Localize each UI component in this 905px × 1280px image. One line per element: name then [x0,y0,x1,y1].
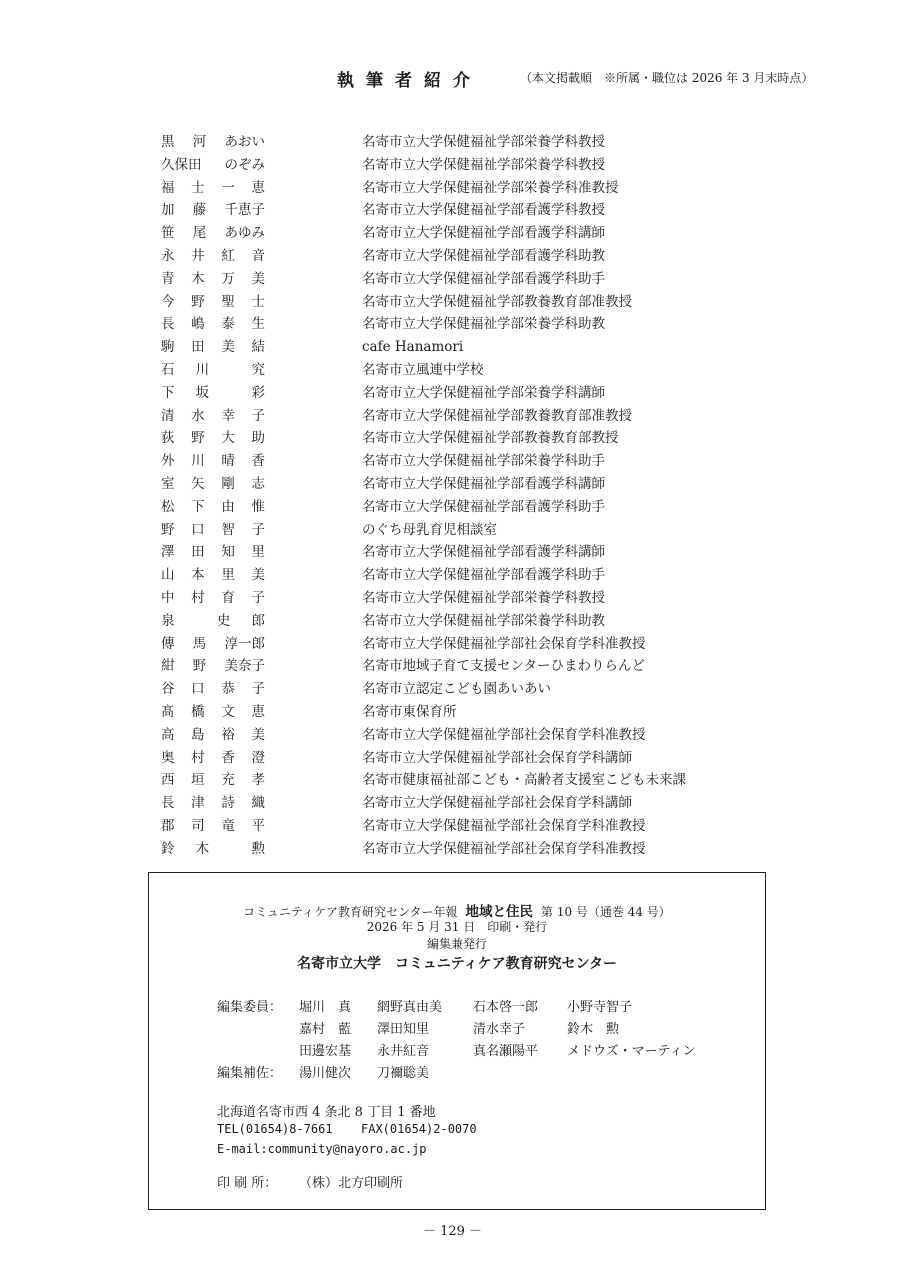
author-name [161,336,265,359]
author-affiliation: 名寄市立大学保健福祉学部看護学科講師 [362,544,605,561]
committee-member: 田邊宏基 [299,1044,352,1059]
publisher-name: 名寄市立大学 コミュニティケア教育研究センター [296,956,618,972]
author-name-part: 河 [192,134,207,150]
author-name-part: 長 [161,795,175,812]
author-name-part: 松 [161,498,175,515]
edit-publish-label: 編集兼発行 [426,937,487,951]
volume-info: 第 10 号（通巻 44 号） [541,905,671,919]
author-name-part: 勲 [251,840,265,857]
author-name-part: 恵 [251,179,265,196]
author-name-part: 孝 [251,772,265,789]
author-name-part: 剛 [221,475,235,492]
email-address: E-mail:community@nayoro.ac.jp [217,1142,427,1156]
author-name-part: 士 [191,179,205,196]
committee-member: 鈴木 勲 [567,1022,620,1037]
author-affiliation: cafe Hanamori [362,339,464,356]
author-affiliation: 名寄市立大学保健福祉学部教養教育部准教授 [362,407,632,424]
author-name [161,154,265,177]
committee-member: 澤田知里 [377,1022,430,1037]
author-name-part: 美 [251,270,265,287]
author-row [0,541,905,564]
author-name-part: 裕 [221,726,235,743]
author-name [161,587,265,610]
author-name-part: 矢 [191,475,205,492]
author-name-part: 髙 [161,703,175,720]
author-affiliation: 名寄市立大学保健福祉学部社会保育学科准教授 [362,817,646,834]
author-name-part: 美 [221,339,235,356]
author-name-part: 司 [191,817,205,834]
author-name [161,405,265,428]
author-name-part: 黒 [161,134,175,150]
author-name [161,838,265,861]
author-name-part: 大 [221,430,235,447]
author-name-part: 橋 [191,703,205,720]
author-row [0,564,905,587]
author-affiliation: のぐち母乳育児相談室 [362,521,497,538]
committee-member: 石本啓一郎 [473,1000,539,1015]
author-name [161,199,265,222]
author-name-part: 垣 [191,772,205,789]
author-name-part: 山 [161,567,175,584]
journal-title: 地域と住民 [465,904,533,920]
author-name-part: 子 [251,407,265,424]
author-affiliation: 名寄市健康福祉部こども・高齢者支援室こども未来課 [362,772,686,789]
author-row [0,655,905,678]
author-name-part: 荻 [161,430,175,447]
author-name-part: 笹 [161,225,175,242]
author-name-part: 香 [221,749,235,766]
author-name-part: 野 [191,430,205,447]
author-row [0,313,905,336]
author-name-part: 充 [221,772,235,789]
author-name-part: 口 [191,521,205,538]
author-row [0,838,905,861]
series-name: コミュニティケア教育研究センター年報 [243,905,458,919]
author-name-part: 川 [195,361,210,378]
author-name-part: 口 [191,681,205,698]
committee-member: 堀川 真 [299,1000,352,1015]
author-row [0,496,905,519]
author-name-part: 平 [251,817,265,834]
committee-member: メドウズ・マーティン [567,1044,696,1059]
author-name-part: 知 [221,544,235,561]
author-name [161,541,265,564]
printer-label: 印 刷 所： [217,1176,278,1191]
page-title: 執筆者紹介 [337,71,482,91]
author-name-part: 晴 [221,453,235,470]
author-name-part: 音 [251,247,265,264]
author-name-part: 室 [161,475,175,492]
author-name-part: 子 [251,589,265,606]
author-name [161,747,265,770]
author-affiliation: 名寄市立大学保健福祉学部栄養学科助教 [362,612,605,629]
author-row [0,245,905,268]
committee-label: 編集委員： [217,1000,283,1015]
author-name-part: 福 [161,179,175,196]
author-name-part: 美 [251,567,265,584]
author-row [0,382,905,405]
author-name-part: 村 [191,749,205,766]
author-affiliation: 名寄市立大学保健福祉学部教養教育部准教授 [362,293,632,310]
author-name-part: 由 [221,498,235,515]
page-header [0,66,905,90]
author-name-part: 万 [221,270,235,287]
author-row [0,519,905,542]
author-affiliation: 名寄市立大学保健福祉学部栄養学科教授 [362,589,605,606]
author-row [0,747,905,770]
author-name-part: 坂 [195,384,210,401]
author-name-part: 智 [221,521,235,538]
author-name-part: 郎 [251,612,265,629]
author-affiliation: 名寄市立大学保健福祉学部社会保育学科講師 [362,749,632,766]
author-name-part: 田 [191,339,205,356]
author-name-part: 久保田 [161,156,202,173]
author-row [0,473,905,496]
author-name-part: 文 [221,703,235,720]
author-affiliation: 名寄市立大学保健福祉学部社会保育学科講師 [362,795,632,812]
author-list [0,131,905,861]
author-name [161,291,265,314]
author-name [161,131,265,154]
author-name-part: あおい [224,134,265,150]
committee-member: 嘉村 藍 [299,1022,352,1037]
author-name-part: 馬 [192,635,207,652]
author-name-part: 助 [251,430,265,447]
author-name-part: 下 [191,498,205,515]
author-name [161,268,265,291]
author-name-part: 西 [161,772,175,789]
author-name-part: 下 [161,384,175,401]
author-row [0,336,905,359]
author-name-part: 里 [251,544,265,561]
author-affiliation: 名寄市立大学保健福祉学部社会保育学科准教授 [362,635,646,652]
author-name-part: 聖 [221,293,235,310]
author-name [161,701,265,724]
author-name-part: 志 [251,475,265,492]
author-row [0,154,905,177]
author-name-part: 彩 [251,384,265,401]
author-name-part: 鈴 [161,840,175,857]
author-name-part: 藤 [192,202,207,219]
author-row [0,701,905,724]
page-number: － 129 － [422,1224,483,1239]
committee-member: 網野真由美 [377,1000,443,1015]
author-name [161,496,265,519]
author-affiliation: 名寄市立大学保健福祉学部看護学科助手 [362,270,605,287]
author-name [161,724,265,747]
author-name-part: 幸 [221,407,235,424]
author-name-part: 青 [161,270,175,287]
author-name [161,382,265,405]
author-row [0,427,905,450]
author-name-part: 美奈子 [224,658,265,675]
author-name [161,792,265,815]
author-row [0,610,905,633]
author-row [0,769,905,792]
author-row [0,177,905,200]
author-name [161,427,265,450]
author-name [161,815,265,838]
author-name-part: 高 [161,726,175,743]
author-name-part: 里 [221,567,235,584]
author-name [161,655,265,678]
author-name-part: 永 [161,247,175,264]
author-affiliation: 名寄市立大学保健福祉学部看護学科助手 [362,567,605,584]
author-affiliation: 名寄市立大学保健福祉学部看護学科講師 [362,225,605,242]
author-row [0,199,905,222]
author-name-part: 育 [221,589,235,606]
author-name [161,222,265,245]
author-name-part: 清 [161,407,175,424]
author-name-part: 紅 [221,247,235,264]
author-row [0,405,905,428]
author-name-part: 究 [251,361,265,378]
author-name-part: 駒 [161,339,175,356]
author-affiliation: 名寄市立大学保健福祉学部栄養学科教授 [362,134,605,150]
author-name-part: 子 [251,681,265,698]
author-name-part: 千恵子 [224,202,265,219]
author-name-part: 野 [191,293,205,310]
author-name-part: あゆみ [224,225,265,242]
author-row [0,633,905,656]
author-affiliation: 名寄市東保育所 [362,703,457,720]
author-name [161,564,265,587]
assistant-label: 編集補佐： [217,1066,283,1081]
author-name-part: 子 [251,521,265,538]
author-name [161,633,265,656]
author-name-part: 一 [221,179,235,196]
author-name-part: 恭 [221,681,235,698]
author-name-part: 結 [251,339,265,356]
author-name-part: 泉 [161,612,175,629]
telephone: TEL(01654)8-7661 [217,1122,333,1136]
author-name-part: 野 [161,521,175,538]
author-name-part: 田 [191,544,205,561]
author-affiliation: 名寄市立大学保健福祉学部看護学科助手 [362,498,605,515]
author-name [161,359,265,382]
author-name [161,450,265,473]
author-name-part: 嶋 [191,316,205,333]
author-name [161,769,265,792]
author-name-part: 竜 [221,817,235,834]
author-affiliation: 名寄市立大学保健福祉学部栄養学科助手 [362,453,605,470]
author-row [0,792,905,815]
colophon-box [148,872,766,1210]
author-name-part: 村 [191,589,205,606]
author-affiliation: 名寄市立大学保健福祉学部社会保育学科准教授 [362,726,646,743]
author-name [161,610,265,633]
author-name-part: 長 [161,316,175,333]
author-name-part: 士 [251,293,265,310]
author-name-part: 淳一郎 [224,635,265,652]
author-affiliation: 名寄市地域子育て支援センターひまわりらんど [362,658,645,675]
author-name-part: 外 [161,453,175,470]
author-name-part: 紺 [161,658,175,675]
author-affiliation: 名寄市立大学保健福祉学部栄養学科教授 [362,156,605,173]
author-affiliation: 名寄市立大学保健福祉学部看護学科講師 [362,475,605,492]
author-row [0,450,905,473]
author-name-part: 澄 [251,749,265,766]
title-note: （本文掲載順 ※所属・職位は 2026 年 3 月末時点） [520,71,814,85]
author-name-part: 美 [251,726,265,743]
author-name-part: 川 [191,453,205,470]
author-affiliation: 名寄市立大学保健福祉学部看護学科助教 [362,247,605,264]
author-name-part: 加 [161,202,175,219]
author-name-part: 詩 [221,795,235,812]
author-name-part: 中 [161,589,175,606]
author-affiliation: 名寄市立大学保健福祉学部栄養学科講師 [362,384,605,401]
author-row [0,268,905,291]
author-name-part: のぞみ [224,156,265,173]
colophon-series-line [149,900,765,920]
author-name-part: 惟 [251,498,265,515]
author-affiliation: 名寄市立風連中学校 [362,361,484,378]
author-name-part: 織 [251,795,265,812]
author-row [0,131,905,154]
author-name-part: 谷 [161,681,175,698]
author-name-part: 島 [191,726,205,743]
author-name-part: 井 [191,247,205,264]
author-name-part: 郡 [161,817,175,834]
author-affiliation: 名寄市立大学保健福祉学部看護学科教授 [362,202,605,219]
printer-name: （株）北方印刷所 [299,1176,404,1191]
author-row [0,678,905,701]
author-row [0,724,905,747]
author-name [161,678,265,701]
author-name [161,177,265,200]
author-name-part: 泰 [221,316,235,333]
author-name-part: 澤 [161,544,175,561]
author-name-part: 水 [191,407,205,424]
author-name-part: 野 [192,658,207,675]
committee-member: 真名瀬陽平 [473,1044,539,1059]
author-name-part: 今 [161,293,175,310]
author-affiliation: 名寄市立大学保健福祉学部栄養学科助教 [362,316,605,333]
author-name-part: 石 [161,361,175,378]
author-name-part: 津 [191,795,205,812]
author-row [0,291,905,314]
author-name-part: 木 [191,270,205,287]
author-name [161,313,265,336]
committee-member: 清水幸子 [473,1022,526,1037]
author-name-part: 香 [251,453,265,470]
author-name-part: 生 [251,316,265,333]
postal-address: 北海道名寄市西 4 条北 8 丁目 1 番地 [217,1105,436,1120]
author-affiliation: 名寄市立大学保健福祉学部栄養学科准教授 [362,179,619,196]
author-affiliation: 名寄市立大学保健福祉学部教養教育部教授 [362,430,619,447]
author-name-part: 尾 [192,225,207,242]
assistant-member: 刀禰聡美 [377,1066,430,1081]
author-row [0,222,905,245]
author-name-part: 史 [216,612,231,629]
author-row [0,815,905,838]
author-name-part: 木 [195,840,210,857]
committee-member: 小野寺智子 [567,1000,633,1015]
author-name-part: 恵 [251,703,265,720]
author-name-part: 傳 [161,635,175,652]
author-name [161,473,265,496]
author-name [161,519,265,542]
author-name [161,245,265,268]
author-affiliation: 名寄市立大学保健福祉学部社会保育学科准教授 [362,840,646,857]
publication-date: 2026 年 5 月 31 日 印刷・発行 [366,920,548,934]
author-name-part: 奥 [161,749,175,766]
author-row [0,587,905,610]
author-name-part: 本 [191,567,205,584]
committee-member: 永井紅音 [377,1044,430,1059]
fax: FAX(01654)2-0070 [361,1122,477,1136]
author-affiliation: 名寄市立認定こども園あいあい [362,681,551,698]
assistant-member: 湯川健次 [299,1066,352,1081]
author-row [0,359,905,382]
